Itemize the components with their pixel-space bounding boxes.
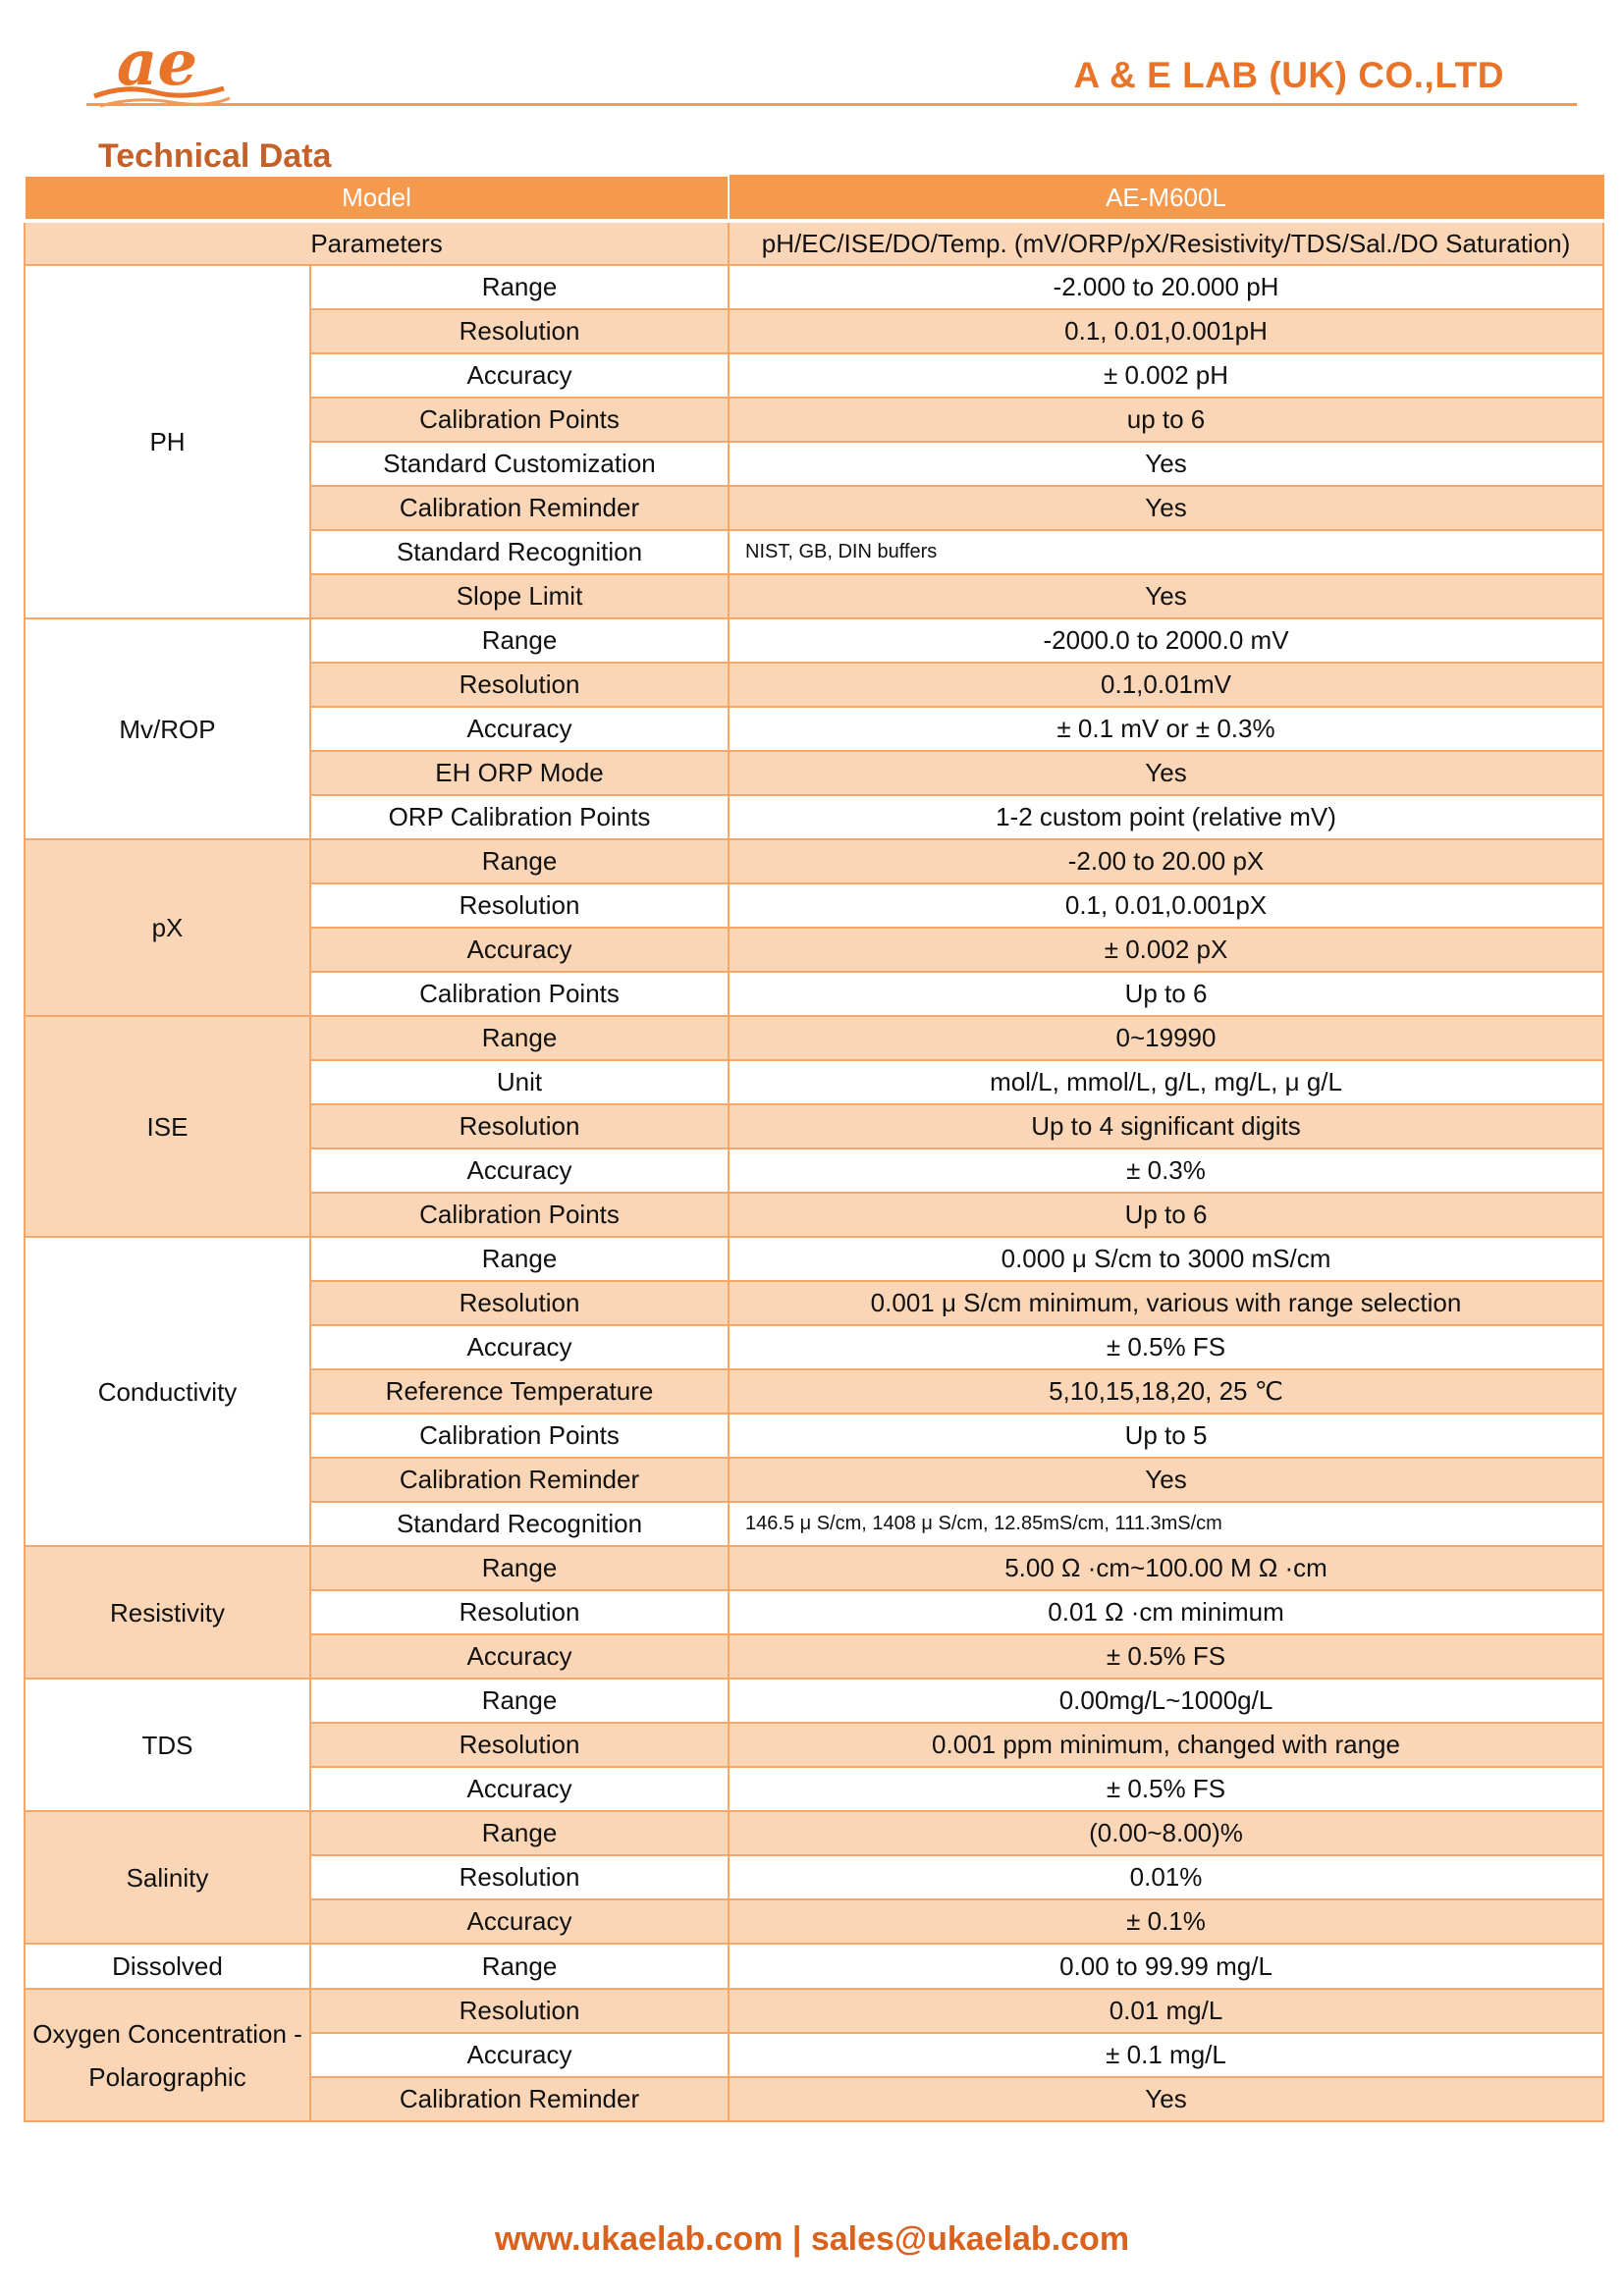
spec-label: Accuracy [310, 707, 729, 751]
model-value: AE-M600L [729, 176, 1603, 221]
spec-value: ± 0.002 pX [729, 928, 1603, 972]
spec-row [25, 1546, 1603, 1590]
spec-label: ORP Calibration Points [310, 795, 729, 839]
spec-label: Accuracy [310, 1325, 729, 1369]
logo-text: ae [116, 27, 198, 100]
spec-label: Range [310, 618, 729, 663]
spec-value: 0.01 Ω ·cm minimum [729, 1590, 1603, 1634]
spec-value: ± 0.5% FS [729, 1325, 1603, 1369]
spec-value: (0.00~8.00)% [729, 1811, 1603, 1855]
spec-value: 0~19990 [729, 1016, 1603, 1060]
spec-label: Range [310, 1679, 729, 1723]
spec-row [25, 265, 1603, 309]
spec-label: Reference Temperature [310, 1369, 729, 1414]
parameters-row [25, 221, 1603, 265]
spec-value: -2.000 to 20.000 pH [729, 265, 1603, 309]
spec-value: 0.1,0.01mV [729, 663, 1603, 707]
spec-value: Up to 5 [729, 1414, 1603, 1458]
spec-label: Range [310, 1237, 729, 1281]
spec-label: Unit [310, 1060, 729, 1104]
spec-label: Standard Customization [310, 442, 729, 486]
spec-value: Yes [729, 574, 1603, 618]
spec-label: Resolution [310, 309, 729, 353]
spec-label: Resolution [310, 883, 729, 928]
spec-row [25, 1237, 1603, 1281]
spec-label: Slope Limit [310, 574, 729, 618]
model-label: Model [25, 176, 729, 221]
spec-value: ± 0.5% FS [729, 1634, 1603, 1679]
group-name: Mv/ROP [25, 618, 310, 839]
spec-value: Yes [729, 486, 1603, 530]
group-name: ISE [25, 1016, 310, 1237]
spec-label: Accuracy [310, 1634, 729, 1679]
spec-label: Calibration Reminder [310, 1458, 729, 1502]
spec-label: Resolution [310, 1590, 729, 1634]
parameters-label: Parameters [25, 221, 729, 265]
group-name: Conductivity [25, 1237, 310, 1546]
spec-label: Accuracy [310, 928, 729, 972]
spec-value: mol/L, mmol/L, g/L, mg/L, μ g/L [729, 1060, 1603, 1104]
group-name: TDS [25, 1679, 310, 1811]
spec-row [25, 1016, 1603, 1060]
spec-label: Range [310, 265, 729, 309]
spec-value: ± 0.002 pH [729, 353, 1603, 398]
spec-value: 5,10,15,18,20, 25 ℃ [729, 1369, 1603, 1414]
spec-value: 0.01 mg/L [729, 1989, 1603, 2033]
spec-value: 0.00 to 99.99 mg/L [729, 1944, 1603, 1989]
spec-label: Accuracy [310, 1767, 729, 1811]
spec-value: 0.00mg/L~1000g/L [729, 1679, 1603, 1723]
group-name: pX [25, 839, 310, 1016]
spec-value: Yes [729, 2077, 1603, 2121]
spec-value: ± 0.3% [729, 1148, 1603, 1193]
spec-value: ± 0.5% FS [729, 1767, 1603, 1811]
footer-contact: www.ukaelab.com | sales@ukaelab.com [494, 2220, 1130, 2258]
spec-label: Resolution [310, 1723, 729, 1767]
spec-label: Standard Recognition [310, 1502, 729, 1546]
group-name: PH [25, 265, 310, 618]
spec-label: Range [310, 1811, 729, 1855]
spec-label: Resolution [310, 1281, 729, 1325]
spec-value: Yes [729, 751, 1603, 795]
spec-value: 1-2 custom point (relative mV) [729, 795, 1603, 839]
spec-label: Range [310, 1546, 729, 1590]
spec-label: Calibration Reminder [310, 486, 729, 530]
company-logo [86, 27, 234, 112]
technical-data-table [24, 175, 1604, 2122]
spec-label: Resolution [310, 1855, 729, 1899]
group-name-do-rest: Oxygen Concentration - Polarographic [25, 1989, 310, 2121]
spec-value: Up to 6 [729, 1193, 1603, 1237]
group-name: Salinity [25, 1811, 310, 1944]
page-title: Technical Data [98, 137, 332, 175]
spec-row [25, 618, 1603, 663]
spec-value: up to 6 [729, 398, 1603, 442]
spec-row [25, 1811, 1603, 1855]
spec-row [25, 839, 1603, 883]
model-row [25, 176, 1603, 221]
spec-label: Resolution [310, 663, 729, 707]
spec-value: 146.5 μ S/cm, 1408 μ S/cm, 12.85mS/cm, 111.3mS/cm [729, 1502, 1603, 1546]
spec-value: 0.001 μ S/cm minimum, various with range selection [729, 1281, 1603, 1325]
spec-value: ± 0.1 mg/L [729, 2033, 1603, 2077]
parameters-value: pH/EC/ISE/DO/Temp. (mV/ORP/pX/Resistivity/TDS/Sal./DO Saturation) [729, 221, 1603, 265]
spec-row [25, 1679, 1603, 1723]
spec-value: Up to 6 [729, 972, 1603, 1016]
spec-label: Calibration Points [310, 398, 729, 442]
spec-value: ± 0.1% [729, 1899, 1603, 1944]
spec-label: Calibration Points [310, 1193, 729, 1237]
spec-value: -2000.0 to 2000.0 mV [729, 618, 1603, 663]
spec-value: Yes [729, 1458, 1603, 1502]
spec-label: Calibration Points [310, 1414, 729, 1458]
spec-label: Resolution [310, 1989, 729, 2033]
spec-value: -2.00 to 20.00 pX [729, 839, 1603, 883]
group-name-do-line1: Dissolved [25, 1944, 310, 1989]
spec-label: Calibration Points [310, 972, 729, 1016]
spec-value: 0.001 ppm minimum, changed with range [729, 1723, 1603, 1767]
spec-label: Calibration Reminder [310, 2077, 729, 2121]
spec-label: Standard Recognition [310, 530, 729, 574]
spec-row [25, 1944, 1603, 1989]
spec-label: Accuracy [310, 1148, 729, 1193]
spec-value: 5.00 Ω ·cm~100.00 M Ω ·cm [729, 1546, 1603, 1590]
spec-value: ± 0.1 mV or ± 0.3% [729, 707, 1603, 751]
spec-row [25, 1989, 1603, 2033]
spec-value: 0.1, 0.01,0.001pH [729, 309, 1603, 353]
spec-value: 0.01% [729, 1855, 1603, 1899]
spec-label: Range [310, 1944, 729, 1989]
spec-label: Range [310, 839, 729, 883]
spec-label: Accuracy [310, 353, 729, 398]
spec-label: EH ORP Mode [310, 751, 729, 795]
spec-value: Yes [729, 442, 1603, 486]
spec-value: NIST, GB, DIN buffers [729, 530, 1603, 574]
spec-label: Resolution [310, 1104, 729, 1148]
group-name: Resistivity [25, 1546, 310, 1679]
spec-label: Accuracy [310, 2033, 729, 2077]
spec-label: Accuracy [310, 1899, 729, 1944]
spec-value: Up to 4 significant digits [729, 1104, 1603, 1148]
header-divider [86, 103, 1577, 106]
company-name: A & E LAB (UK) CO.,LTD [1073, 55, 1504, 95]
spec-label: Range [310, 1016, 729, 1060]
spec-value: 0.000 μ S/cm to 3000 mS/cm [729, 1237, 1603, 1281]
spec-value: 0.1, 0.01,0.001pX [729, 883, 1603, 928]
